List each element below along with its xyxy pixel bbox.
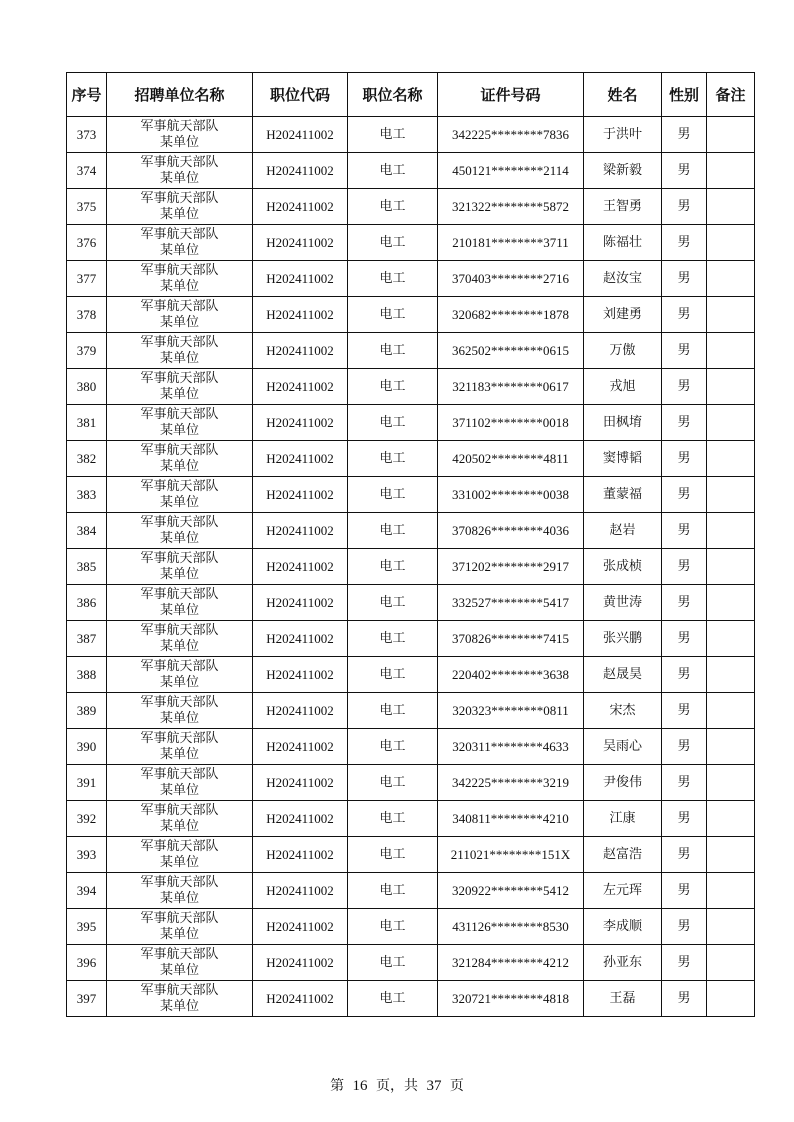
cell-seq: 395	[67, 909, 107, 945]
unit-name-line1: 军事航天部队	[140, 406, 219, 422]
cell-seq: 383	[67, 477, 107, 513]
unit-name-line2: 某单位	[159, 746, 199, 762]
unit-name-line1: 军事航天部队	[140, 118, 219, 134]
cell-id-number: 320682********1878	[438, 297, 584, 333]
unit-name-line2: 某单位	[159, 638, 199, 654]
unit-name-line1: 军事航天部队	[140, 370, 219, 386]
cell-seq: 380	[67, 369, 107, 405]
unit-name-line2: 某单位	[159, 566, 199, 582]
cell-unit	[107, 729, 253, 765]
cell-position: 电工	[348, 621, 438, 657]
unit-name-line1: 军事航天部队	[140, 910, 219, 926]
cell-gender: 男	[662, 333, 707, 369]
cell-code: H202411002	[253, 297, 348, 333]
table-row	[67, 945, 755, 981]
cell-gender: 男	[662, 945, 707, 981]
unit-name-line2: 某单位	[159, 170, 199, 186]
unit-name-line2: 某单位	[159, 710, 199, 726]
header-gender: 性别	[662, 73, 707, 117]
cell-unit	[107, 801, 253, 837]
table-row	[67, 441, 755, 477]
cell-id-number: 342225********7836	[438, 117, 584, 153]
cell-position: 电工	[348, 117, 438, 153]
cell-id-number: 321322********5872	[438, 189, 584, 225]
cell-position: 电工	[348, 225, 438, 261]
cell-name: 刘建勇	[584, 297, 662, 333]
cell-code: H202411002	[253, 981, 348, 1017]
unit-name-line2: 某单位	[159, 674, 199, 690]
table-row	[67, 765, 755, 801]
cell-name: 万傲	[584, 333, 662, 369]
cell-note	[707, 945, 755, 981]
cell-gender: 男	[662, 909, 707, 945]
cell-name: 梁新毅	[584, 153, 662, 189]
cell-gender: 男	[662, 837, 707, 873]
cell-note	[707, 873, 755, 909]
cell-name: 董蒙福	[584, 477, 662, 513]
cell-id-number: 332527********5417	[438, 585, 584, 621]
unit-name-line2: 某单位	[159, 962, 199, 978]
cell-id-number: 321183********0617	[438, 369, 584, 405]
cell-seq: 392	[67, 801, 107, 837]
cell-unit	[107, 261, 253, 297]
cell-note	[707, 729, 755, 765]
cell-note	[707, 801, 755, 837]
cell-seq: 375	[67, 189, 107, 225]
cell-unit	[107, 225, 253, 261]
unit-name-line1: 军事航天部队	[140, 442, 219, 458]
table-row	[67, 657, 755, 693]
cell-position: 电工	[348, 441, 438, 477]
unit-name-line2: 某单位	[159, 530, 199, 546]
unit-name-line2: 某单位	[159, 818, 199, 834]
cell-gender: 男	[662, 261, 707, 297]
table-row	[67, 693, 755, 729]
cell-gender: 男	[662, 513, 707, 549]
cell-note	[707, 441, 755, 477]
footer-total-pages: 37	[426, 1078, 442, 1094]
cell-unit	[107, 153, 253, 189]
cell-seq: 381	[67, 405, 107, 441]
cell-gender: 男	[662, 225, 707, 261]
table-row	[67, 801, 755, 837]
cell-name: 陈福壮	[584, 225, 662, 261]
cell-position: 电工	[348, 693, 438, 729]
cell-code: H202411002	[253, 477, 348, 513]
cell-seq: 376	[67, 225, 107, 261]
table-row	[67, 729, 755, 765]
cell-gender: 男	[662, 873, 707, 909]
page-footer	[0, 1075, 794, 1095]
cell-seq: 393	[67, 837, 107, 873]
cell-code: H202411002	[253, 729, 348, 765]
cell-name: 尹俊伟	[584, 765, 662, 801]
cell-position: 电工	[348, 153, 438, 189]
cell-unit	[107, 477, 253, 513]
cell-seq: 378	[67, 297, 107, 333]
unit-name-line1: 军事航天部队	[140, 730, 219, 746]
unit-name-line2: 某单位	[159, 854, 199, 870]
cell-position: 电工	[348, 549, 438, 585]
cell-note	[707, 693, 755, 729]
unit-name-line2: 某单位	[159, 458, 199, 474]
cell-seq: 374	[67, 153, 107, 189]
unit-name-line1: 军事航天部队	[140, 766, 219, 782]
unit-name-line1: 军事航天部队	[140, 586, 219, 602]
cell-unit	[107, 981, 253, 1017]
header-code: 职位代码	[253, 73, 348, 117]
cell-unit	[107, 693, 253, 729]
table-row	[67, 261, 755, 297]
cell-position: 电工	[348, 369, 438, 405]
cell-position: 电工	[348, 873, 438, 909]
cell-position: 电工	[348, 981, 438, 1017]
cell-unit	[107, 369, 253, 405]
cell-code: H202411002	[253, 621, 348, 657]
cell-code: H202411002	[253, 837, 348, 873]
cell-note	[707, 189, 755, 225]
cell-unit	[107, 189, 253, 225]
header-seq: 序号	[67, 73, 107, 117]
cell-position: 电工	[348, 729, 438, 765]
cell-id-number: 211021********151X	[438, 837, 584, 873]
unit-name-line2: 某单位	[159, 278, 199, 294]
cell-gender: 男	[662, 369, 707, 405]
cell-code: H202411002	[253, 765, 348, 801]
header-note: 备注	[707, 73, 755, 117]
cell-seq: 384	[67, 513, 107, 549]
cell-note	[707, 981, 755, 1017]
cell-id-number: 210181********3711	[438, 225, 584, 261]
cell-code: H202411002	[253, 513, 348, 549]
cell-id-number: 370826********4036	[438, 513, 584, 549]
cell-id-number: 371102********0018	[438, 405, 584, 441]
cell-id-number: 320311********4633	[438, 729, 584, 765]
cell-code: H202411002	[253, 189, 348, 225]
unit-name-line2: 某单位	[159, 602, 199, 618]
cell-note	[707, 765, 755, 801]
cell-name: 左元珲	[584, 873, 662, 909]
cell-name: 赵富浩	[584, 837, 662, 873]
cell-unit	[107, 549, 253, 585]
cell-code: H202411002	[253, 225, 348, 261]
cell-seq: 377	[67, 261, 107, 297]
cell-id-number: 362502********0615	[438, 333, 584, 369]
unit-name-line1: 军事航天部队	[140, 226, 219, 242]
cell-name: 田枫堉	[584, 405, 662, 441]
cell-note	[707, 297, 755, 333]
cell-unit	[107, 333, 253, 369]
cell-gender: 男	[662, 729, 707, 765]
cell-unit	[107, 837, 253, 873]
cell-unit	[107, 117, 253, 153]
cell-note	[707, 405, 755, 441]
unit-name-line1: 军事航天部队	[140, 946, 219, 962]
cell-gender: 男	[662, 621, 707, 657]
unit-name-line1: 军事航天部队	[140, 154, 219, 170]
unit-name-line2: 某单位	[159, 926, 199, 942]
cell-unit	[107, 945, 253, 981]
cell-id-number: 331002********0038	[438, 477, 584, 513]
footer-total-suffix: 页	[449, 1078, 464, 1094]
table-row	[67, 477, 755, 513]
cell-position: 电工	[348, 477, 438, 513]
cell-position: 电工	[348, 657, 438, 693]
unit-name-line1: 军事航天部队	[140, 694, 219, 710]
table-row	[67, 333, 755, 369]
table-row	[67, 585, 755, 621]
unit-name-line1: 军事航天部队	[140, 514, 219, 530]
cell-gender: 男	[662, 801, 707, 837]
cell-seq: 388	[67, 657, 107, 693]
cell-code: H202411002	[253, 909, 348, 945]
cell-id-number: 450121********2114	[438, 153, 584, 189]
cell-seq: 385	[67, 549, 107, 585]
cell-unit	[107, 585, 253, 621]
footer-page-number: 16	[352, 1078, 368, 1094]
cell-position: 电工	[348, 333, 438, 369]
cell-name: 黄世涛	[584, 585, 662, 621]
cell-gender: 男	[662, 477, 707, 513]
cell-code: H202411002	[253, 405, 348, 441]
cell-id-number: 220402********3638	[438, 657, 584, 693]
cell-id-number: 320922********5412	[438, 873, 584, 909]
cell-code: H202411002	[253, 585, 348, 621]
cell-seq: 396	[67, 945, 107, 981]
header-name: 姓名	[584, 73, 662, 117]
table-row	[67, 513, 755, 549]
header-id: 证件号码	[438, 73, 584, 117]
cell-code: H202411002	[253, 873, 348, 909]
unit-name-line1: 军事航天部队	[140, 874, 219, 890]
cell-code: H202411002	[253, 549, 348, 585]
unit-name-line2: 某单位	[159, 782, 199, 798]
cell-position: 电工	[348, 297, 438, 333]
cell-name: 赵晟昊	[584, 657, 662, 693]
cell-code: H202411002	[253, 369, 348, 405]
table-header-row	[67, 73, 755, 117]
cell-id-number: 370826********7415	[438, 621, 584, 657]
unit-name-line1: 军事航天部队	[140, 262, 219, 278]
cell-id-number: 321284********4212	[438, 945, 584, 981]
cell-name: 孙亚东	[584, 945, 662, 981]
unit-name-line1: 军事航天部队	[140, 838, 219, 854]
cell-position: 电工	[348, 405, 438, 441]
cell-position: 电工	[348, 261, 438, 297]
table-row	[67, 297, 755, 333]
cell-position: 电工	[348, 585, 438, 621]
cell-note	[707, 585, 755, 621]
recruitment-table	[66, 72, 755, 1017]
cell-position: 电工	[348, 513, 438, 549]
cell-code: H202411002	[253, 261, 348, 297]
table-row	[67, 153, 755, 189]
header-unit: 招聘单位名称	[107, 73, 253, 117]
table-row	[67, 837, 755, 873]
table-row	[67, 189, 755, 225]
cell-unit	[107, 513, 253, 549]
table-row	[67, 909, 755, 945]
cell-code: H202411002	[253, 657, 348, 693]
cell-name: 于洪叶	[584, 117, 662, 153]
table-row	[67, 369, 755, 405]
cell-unit	[107, 621, 253, 657]
cell-note	[707, 369, 755, 405]
cell-id-number: 340811********4210	[438, 801, 584, 837]
cell-position: 电工	[348, 945, 438, 981]
cell-position: 电工	[348, 765, 438, 801]
cell-gender: 男	[662, 297, 707, 333]
cell-seq: 389	[67, 693, 107, 729]
cell-gender: 男	[662, 549, 707, 585]
cell-note	[707, 621, 755, 657]
cell-seq: 373	[67, 117, 107, 153]
cell-code: H202411002	[253, 117, 348, 153]
cell-name: 宋杰	[584, 693, 662, 729]
cell-id-number: 371202********2917	[438, 549, 584, 585]
cell-unit	[107, 909, 253, 945]
unit-name-line1: 军事航天部队	[140, 550, 219, 566]
cell-note	[707, 549, 755, 585]
unit-name-line1: 军事航天部队	[140, 658, 219, 674]
cell-id-number: 431126********8530	[438, 909, 584, 945]
cell-note	[707, 657, 755, 693]
cell-seq: 394	[67, 873, 107, 909]
cell-note	[707, 477, 755, 513]
cell-note	[707, 261, 755, 297]
cell-seq: 386	[67, 585, 107, 621]
cell-id-number: 320721********4818	[438, 981, 584, 1017]
unit-name-line2: 某单位	[159, 350, 199, 366]
cell-note	[707, 333, 755, 369]
cell-name: 李成顺	[584, 909, 662, 945]
cell-note	[707, 117, 755, 153]
footer-prefix: 第	[330, 1078, 345, 1094]
cell-note	[707, 513, 755, 549]
cell-gender: 男	[662, 693, 707, 729]
cell-name: 王智勇	[584, 189, 662, 225]
cell-unit	[107, 405, 253, 441]
cell-name: 窦博韬	[584, 441, 662, 477]
cell-id-number: 420502********4811	[438, 441, 584, 477]
table-row	[67, 873, 755, 909]
cell-name: 赵汝宝	[584, 261, 662, 297]
cell-code: H202411002	[253, 333, 348, 369]
cell-code: H202411002	[253, 693, 348, 729]
cell-note	[707, 909, 755, 945]
unit-name-line2: 某单位	[159, 242, 199, 258]
unit-name-line2: 某单位	[159, 314, 199, 330]
cell-unit	[107, 873, 253, 909]
cell-gender: 男	[662, 657, 707, 693]
cell-gender: 男	[662, 153, 707, 189]
table-row	[67, 549, 755, 585]
cell-position: 电工	[348, 801, 438, 837]
cell-unit	[107, 297, 253, 333]
table-body	[67, 117, 755, 1017]
cell-id-number: 320323********0811	[438, 693, 584, 729]
cell-note	[707, 837, 755, 873]
cell-gender: 男	[662, 981, 707, 1017]
cell-seq: 379	[67, 333, 107, 369]
unit-name-line1: 军事航天部队	[140, 334, 219, 350]
table-row	[67, 981, 755, 1017]
cell-unit	[107, 765, 253, 801]
unit-name-line2: 某单位	[159, 206, 199, 222]
unit-name-line1: 军事航天部队	[140, 982, 219, 998]
cell-note	[707, 225, 755, 261]
cell-gender: 男	[662, 189, 707, 225]
cell-code: H202411002	[253, 945, 348, 981]
cell-gender: 男	[662, 405, 707, 441]
unit-name-line2: 某单位	[159, 998, 199, 1014]
cell-code: H202411002	[253, 801, 348, 837]
footer-page-suffix: 页，共	[376, 1078, 418, 1094]
cell-gender: 男	[662, 441, 707, 477]
unit-name-line1: 军事航天部队	[140, 298, 219, 314]
cell-unit	[107, 441, 253, 477]
unit-name-line1: 军事航天部队	[140, 622, 219, 638]
cell-gender: 男	[662, 585, 707, 621]
cell-code: H202411002	[253, 153, 348, 189]
cell-name: 王磊	[584, 981, 662, 1017]
cell-code: H202411002	[253, 441, 348, 477]
cell-gender: 男	[662, 117, 707, 153]
cell-seq: 390	[67, 729, 107, 765]
cell-position: 电工	[348, 189, 438, 225]
unit-name-line2: 某单位	[159, 890, 199, 906]
cell-position: 电工	[348, 837, 438, 873]
cell-id-number: 370403********2716	[438, 261, 584, 297]
unit-name-line2: 某单位	[159, 422, 199, 438]
cell-unit	[107, 657, 253, 693]
cell-seq: 387	[67, 621, 107, 657]
cell-position: 电工	[348, 909, 438, 945]
cell-seq: 391	[67, 765, 107, 801]
cell-name: 赵岩	[584, 513, 662, 549]
header-position: 职位名称	[348, 73, 438, 117]
cell-name: 张成桢	[584, 549, 662, 585]
cell-gender: 男	[662, 765, 707, 801]
table-row	[67, 225, 755, 261]
cell-name: 戎旭	[584, 369, 662, 405]
cell-seq: 397	[67, 981, 107, 1017]
unit-name-line1: 军事航天部队	[140, 802, 219, 818]
cell-seq: 382	[67, 441, 107, 477]
cell-name: 张兴鹏	[584, 621, 662, 657]
unit-name-line1: 军事航天部队	[140, 190, 219, 206]
cell-name: 吴雨心	[584, 729, 662, 765]
unit-name-line2: 某单位	[159, 494, 199, 510]
unit-name-line2: 某单位	[159, 134, 199, 150]
cell-name: 江康	[584, 801, 662, 837]
unit-name-line2: 某单位	[159, 386, 199, 402]
table-row	[67, 405, 755, 441]
unit-name-line1: 军事航天部队	[140, 478, 219, 494]
table-row	[67, 117, 755, 153]
cell-id-number: 342225********3219	[438, 765, 584, 801]
cell-note	[707, 153, 755, 189]
table-row	[67, 621, 755, 657]
